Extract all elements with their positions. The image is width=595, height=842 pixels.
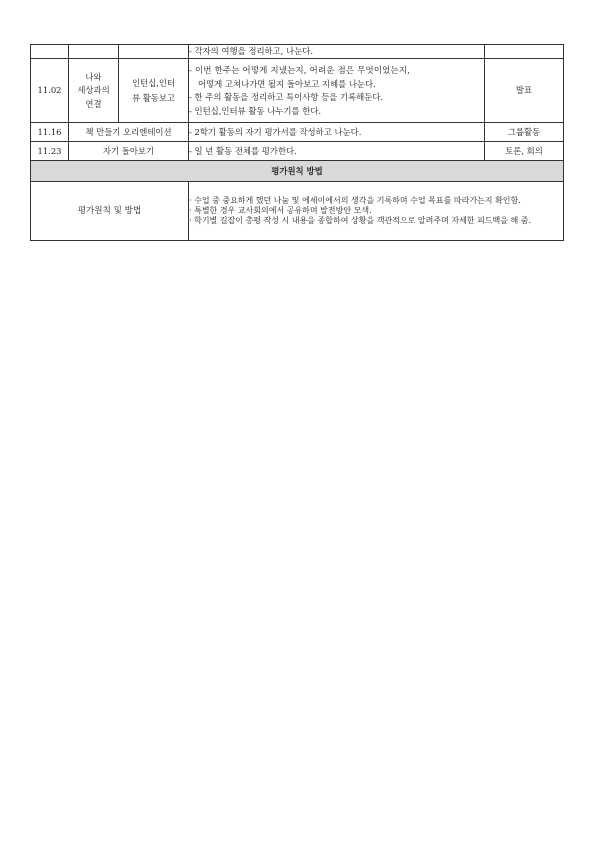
content-line: - 인턴십,인터뷰 활동 나누기를 한다. — [189, 105, 322, 116]
table-row — [31, 59, 564, 123]
evaluation-item: · 특별한 경우 교사회의에서 공유하며 발전방안 모색. — [189, 206, 372, 215]
content-cell — [189, 59, 485, 123]
section-title: 평가원칙 방법 — [31, 161, 564, 182]
table-row — [31, 123, 564, 142]
evaluation-list — [189, 182, 564, 241]
theme-line: 나와 — [85, 71, 102, 82]
topic-cell: 자기 돌아보기 — [69, 142, 189, 161]
method-cell — [485, 45, 564, 59]
content-cell — [189, 45, 485, 59]
topic-line: 인턴십,인터 — [131, 77, 176, 88]
evaluation-item: · 학기별 길잡이 총평 작성 시 내용을 종합하여 상황을 객관적으로 알려주며 자세한 피드백을 해 줌. — [189, 216, 532, 225]
date-cell: 11.02 — [31, 59, 69, 123]
theme-cell — [69, 59, 119, 123]
evaluation-label: 평가원칙 및 방법 — [31, 182, 189, 241]
date-cell — [31, 45, 69, 59]
theme-line: 연결 — [85, 98, 102, 109]
table-row — [31, 142, 564, 161]
method-cell: 발표 — [485, 59, 564, 123]
table-row — [31, 45, 564, 59]
curriculum-table — [30, 44, 564, 241]
content-cell — [189, 123, 485, 142]
evaluation-row — [31, 182, 564, 241]
date-cell: 11.23 — [31, 142, 69, 161]
theme-cell — [69, 45, 119, 59]
date-cell: 11.16 — [31, 123, 69, 142]
topic-cell — [119, 59, 189, 123]
content-line: 어떻게 고쳐나가면 될지 돌아보고 지혜를 나눈다. — [198, 78, 376, 89]
content-line: - 각자의 여행을 정리하고, 나눈다. — [189, 46, 313, 57]
topic-cell: 책 만들기 오리엔테이션 — [69, 123, 189, 142]
section-header-row — [31, 161, 564, 182]
topic-line: 뷰 활동보고 — [131, 93, 176, 103]
evaluation-item: · 수업 중 중요하게 했던 나눔 및 에세이에서의 생각을 기록하며 수업 목표를 따라가는지 확인함. — [189, 196, 521, 205]
content-line: - 2학기 활동의 자기 평가서를 작성하고 나눈다. — [189, 126, 362, 137]
theme-line: 세상과의 — [77, 85, 110, 96]
method-cell: 토론, 회의 — [485, 142, 564, 161]
content-line: - 이번 한주는 어떻게 지냈는지, 어려운 점은 무엇이었는지, — [189, 65, 411, 75]
content-line: - 일 년 활동 전체를 평가한다. — [189, 145, 297, 156]
content-line: - 한 주의 활동을 정리하고 특이사항 등을 기록해둔다. — [189, 92, 384, 102]
topic-cell — [119, 45, 189, 59]
method-cell: 그룹활동 — [485, 123, 564, 142]
content-cell — [189, 142, 485, 161]
